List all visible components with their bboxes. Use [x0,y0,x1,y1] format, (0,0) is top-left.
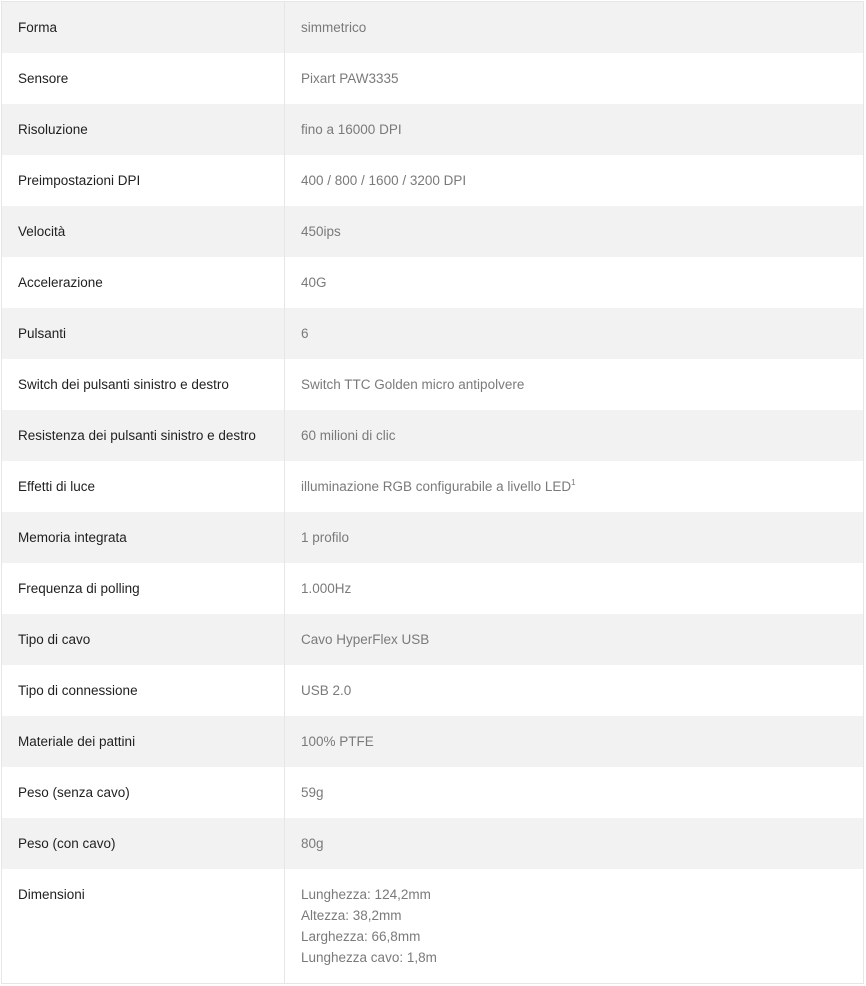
spec-value [285,461,864,512]
spec-row-memoria [2,512,864,563]
spec-row-connessione [2,665,864,716]
specifications-table [1,1,864,984]
spec-value: 400 / 800 / 1600 / 3200 DPI [301,173,467,188]
footnote-marker: 1 [571,478,576,487]
spec-row-risoluzione [2,104,864,155]
spec-value: 59g [301,785,324,800]
dimension-length: Lunghezza: 124,2mm [301,887,431,902]
spec-value: 450ips [301,224,341,239]
spec-value: 1 profilo [301,530,350,545]
spec-label: Peso (con cavo) [2,818,285,869]
spec-value: 80g [301,836,324,851]
spec-label: Dimensioni [2,869,285,984]
spec-row-tipo-cavo [2,614,864,665]
spec-row-preimpostazioni-dpi [2,155,864,206]
spec-label: Preimpostazioni DPI [2,155,285,206]
spec-label: Forma [2,2,285,54]
spec-value: simmetrico [301,20,367,35]
spec-row-polling [2,563,864,614]
spec-label: Accelerazione [2,257,285,308]
spec-row-sensore [2,53,864,104]
spec-row-effetti-luce [2,461,864,512]
spec-row-switch-pulsanti [2,359,864,410]
spec-value: 1.000Hz [301,581,352,596]
spec-value: 40G [301,275,327,290]
spec-value: USB 2.0 [301,683,352,698]
spec-label: Sensore [2,53,285,104]
spec-label: Tipo di connessione [2,665,285,716]
spec-row-resistenza-pulsanti [2,410,864,461]
spec-row-accelerazione [2,257,864,308]
spec-label: Tipo di cavo [2,614,285,665]
spec-row-pattini [2,716,864,767]
spec-value [285,869,864,984]
spec-label: Peso (senza cavo) [2,767,285,818]
spec-value-text: illuminazione RGB configurabile a livello LED [301,479,572,494]
dimension-width: Larghezza: 66,8mm [301,929,421,944]
spec-row-forma [2,2,864,54]
spec-label: Switch dei pulsanti sinistro e destro [2,359,285,410]
spec-value: 6 [301,326,309,341]
spec-value: Switch TTC Golden micro antipolvere [301,377,525,392]
spec-value: Pixart PAW3335 [301,71,399,86]
spec-row-pulsanti [2,308,864,359]
spec-label: Memoria integrata [2,512,285,563]
spec-value: Cavo HyperFlex USB [301,632,430,647]
spec-label: Effetti di luce [2,461,285,512]
dimension-cable-length: Lunghezza cavo: 1,8m [301,950,437,965]
spec-label: Frequenza di polling [2,563,285,614]
spec-row-peso-con-cavo [2,818,864,869]
spec-label: Risoluzione [2,104,285,155]
dimension-height: Altezza: 38,2mm [301,908,402,923]
spec-row-dimensioni [2,869,864,984]
spec-value: 100% PTFE [301,734,374,749]
spec-label: Materiale dei pattini [2,716,285,767]
spec-row-velocita [2,206,864,257]
spec-row-peso-senza-cavo [2,767,864,818]
spec-label: Resistenza dei pulsanti sinistro e destro [2,410,285,461]
spec-label: Pulsanti [2,308,285,359]
spec-label: Velocità [2,206,285,257]
spec-value: 60 milioni di clic [301,428,396,443]
spec-value: fino a 16000 DPI [301,122,402,137]
